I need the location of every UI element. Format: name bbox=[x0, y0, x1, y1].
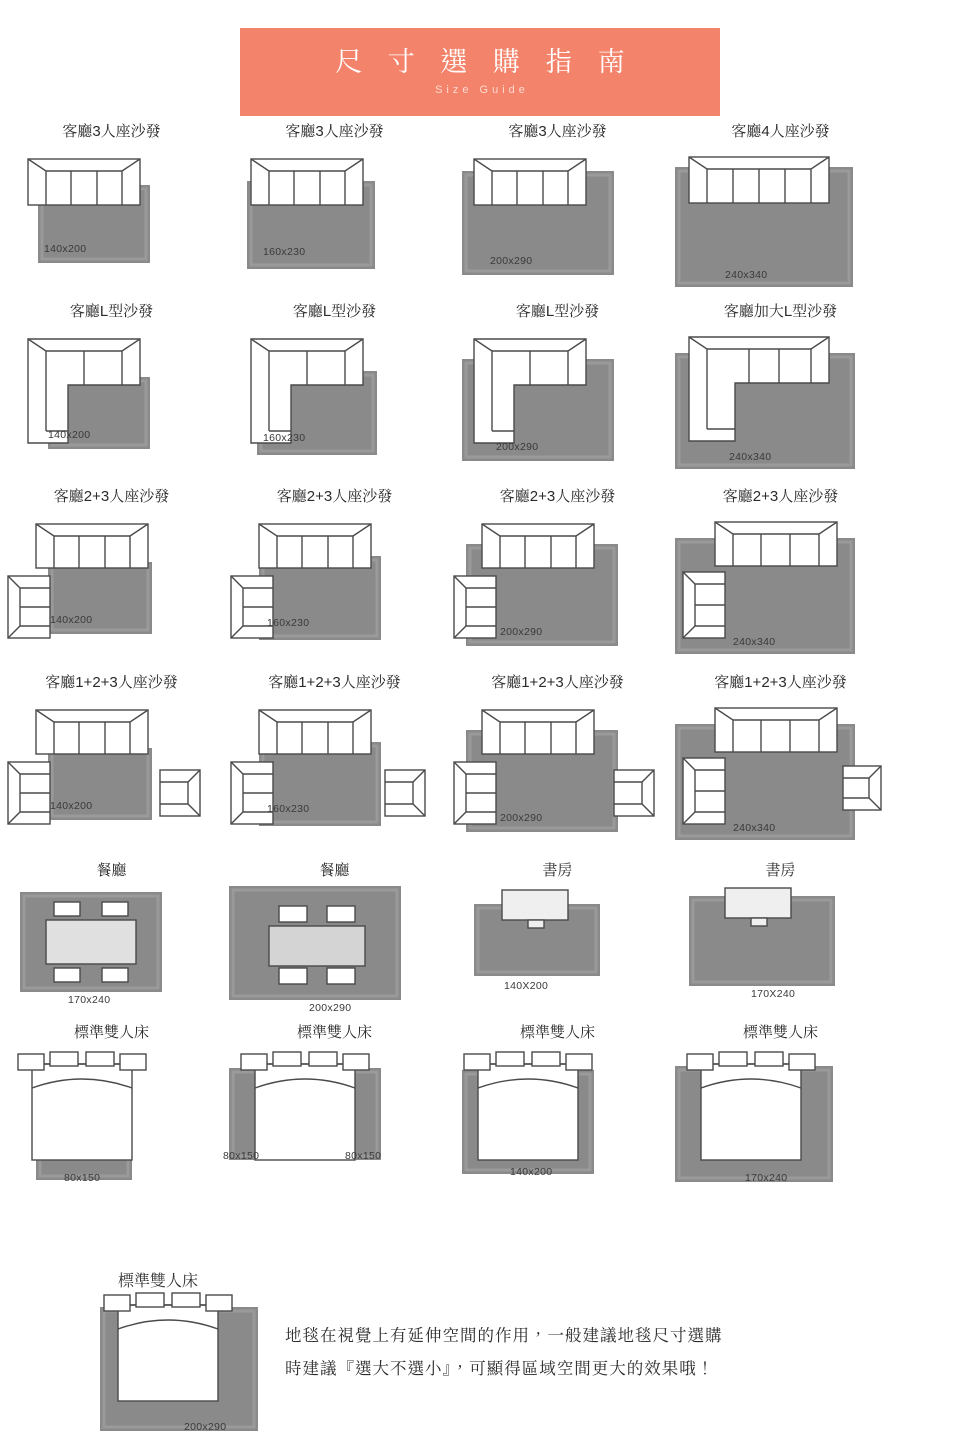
figure bbox=[675, 884, 886, 1020]
figure bbox=[6, 325, 217, 480]
cell-dining-200x290 bbox=[229, 859, 440, 1021]
figure bbox=[452, 696, 663, 854]
page-header bbox=[240, 28, 720, 116]
dimension-label: 200x290 bbox=[496, 441, 539, 453]
row-sofa-lshape bbox=[0, 300, 960, 485]
cell-1p2p3-200x290 bbox=[452, 671, 663, 859]
figure bbox=[223, 1046, 440, 1196]
cell-label: 客廳4人座沙發 bbox=[731, 123, 830, 140]
dimension-label: 200x290 bbox=[500, 812, 543, 824]
dimension-label: 140x200 bbox=[50, 800, 93, 812]
cell-sofa4-240x340 bbox=[675, 120, 886, 300]
cell-bed-80x150-pair bbox=[223, 1021, 440, 1201]
figure bbox=[452, 325, 663, 480]
dimension-label: 170x240 bbox=[68, 994, 111, 1006]
figure bbox=[229, 696, 440, 854]
footer-note-line2: 時建議『選大不選小』，可顯得區域空間更大的效果哦！ bbox=[285, 1360, 715, 1378]
row-beds bbox=[0, 1021, 960, 1201]
dimension-label-secondary: 80x150 bbox=[345, 1150, 382, 1162]
cell-1p2p3-160x230 bbox=[229, 671, 440, 859]
dimension-label: 160x230 bbox=[267, 617, 310, 629]
cell-l-160x230 bbox=[229, 300, 440, 485]
cell-sofa3-200x290 bbox=[452, 120, 663, 300]
cell-label: 標準雙人床 bbox=[118, 1273, 199, 1290]
cell-label: 客廳1+2+3人座沙發 bbox=[45, 674, 178, 691]
figure bbox=[675, 510, 886, 666]
figure bbox=[452, 145, 663, 295]
cell-1p2p3-240x340 bbox=[675, 671, 886, 859]
row-dining-study bbox=[0, 859, 960, 1021]
dimension-label: 200x290 bbox=[309, 1002, 352, 1014]
dimension-label: 240x340 bbox=[729, 451, 772, 463]
dimension-label: 140x200 bbox=[50, 614, 93, 626]
cell-2p3-200x290 bbox=[452, 485, 663, 671]
cell-label: 標準雙人床 bbox=[296, 1024, 372, 1041]
dimension-label: 140x200 bbox=[510, 1166, 553, 1178]
size-guide-grid bbox=[0, 120, 960, 1201]
cell-label: 客廳1+2+3人座沙發 bbox=[491, 674, 624, 691]
cell-label: 餐廳 bbox=[96, 862, 127, 879]
dimension-label: 200x290 bbox=[184, 1421, 227, 1433]
cell-label: 客廳3人座沙發 bbox=[62, 123, 161, 140]
cell-bed-140x200 bbox=[452, 1021, 663, 1201]
cell-study-170x240 bbox=[675, 859, 886, 1021]
cell-label: 標準雙人床 bbox=[519, 1024, 595, 1041]
cell-label: 標準雙人床 bbox=[73, 1024, 149, 1041]
cell-label: 餐廳 bbox=[319, 862, 350, 879]
cell-label: 客廳3人座沙發 bbox=[508, 123, 607, 140]
cell-2p3-140x200 bbox=[6, 485, 217, 671]
figure bbox=[6, 884, 217, 1020]
figure bbox=[6, 696, 217, 854]
figure bbox=[675, 1046, 886, 1196]
cell-label: 書房 bbox=[765, 862, 796, 879]
cell-label: 客廳加大L型沙發 bbox=[723, 303, 838, 320]
figure bbox=[229, 145, 440, 295]
dimension-label: 200x290 bbox=[490, 255, 533, 267]
cell-1p2p3-140x200 bbox=[6, 671, 217, 859]
dimension-label: 160x230 bbox=[263, 432, 306, 444]
cell-bed-80x150-single bbox=[6, 1021, 217, 1201]
cell-sofa3-160x230 bbox=[229, 120, 440, 300]
cell-label: 客廳1+2+3人座沙發 bbox=[714, 674, 847, 691]
row-sofa-2plus3 bbox=[0, 485, 960, 671]
cell-label: 客廳1+2+3人座沙發 bbox=[268, 674, 401, 691]
page-subtitle: Size Guide bbox=[435, 83, 529, 96]
dimension-label: 140x200 bbox=[44, 243, 87, 255]
cell-label: 客廳2+3人座沙發 bbox=[722, 488, 839, 505]
row-sofa-3seat bbox=[0, 120, 960, 300]
dimension-label: 200x290 bbox=[500, 626, 543, 638]
row-sofa-1plus2plus3 bbox=[0, 671, 960, 859]
footer-note bbox=[285, 1320, 915, 1386]
cell-2p3-160x230 bbox=[229, 485, 440, 671]
cell-bed-170x240 bbox=[675, 1021, 886, 1201]
dimension-label: 240x340 bbox=[733, 636, 776, 648]
dimension-label: 170X240 bbox=[751, 988, 796, 1000]
dimension-label: 160x230 bbox=[267, 803, 310, 815]
figure bbox=[229, 510, 440, 666]
cell-dining-170x240 bbox=[6, 859, 217, 1021]
dimension-label: 160x230 bbox=[263, 246, 306, 258]
dimension-label: 140X200 bbox=[504, 980, 549, 992]
page-title: 尺 寸 選 購 指 南 bbox=[335, 47, 634, 78]
footer-note-line1: 地毯在視覺上有延伸空間的作用，一般建議地毯尺寸選購 bbox=[285, 1327, 723, 1345]
figure bbox=[100, 1291, 311, 1441]
cell-label: 客廳2+3人座沙發 bbox=[276, 488, 393, 505]
cell-label: 客廳L型沙發 bbox=[292, 303, 377, 320]
dimension-label: 240x340 bbox=[733, 822, 776, 834]
figure bbox=[675, 325, 886, 480]
cell-label: 客廳3人座沙發 bbox=[285, 123, 384, 140]
figure bbox=[6, 1046, 217, 1196]
dimension-label: 80x150 bbox=[223, 1150, 260, 1162]
figure bbox=[229, 884, 440, 1020]
cell-label: 客廳L型沙發 bbox=[69, 303, 154, 320]
cell-study-140x200 bbox=[452, 859, 663, 1021]
cell-l-240x340 bbox=[675, 300, 886, 485]
cell-label: 客廳2+3人座沙發 bbox=[53, 488, 170, 505]
cell-label: 標準雙人床 bbox=[742, 1024, 818, 1041]
dimension-label: 80x150 bbox=[64, 1172, 101, 1184]
dimension-label: 240x340 bbox=[725, 269, 768, 281]
figure bbox=[452, 884, 663, 1020]
dimension-label: 140x200 bbox=[48, 429, 91, 441]
figure bbox=[6, 510, 217, 666]
cell-label: 客廳L型沙發 bbox=[515, 303, 600, 320]
cell-l-140x200 bbox=[6, 300, 217, 485]
dimension-label: 170x240 bbox=[745, 1172, 788, 1184]
figure bbox=[229, 325, 440, 480]
cell-2p3-240x340 bbox=[675, 485, 886, 671]
cell-label: 客廳2+3人座沙發 bbox=[499, 488, 616, 505]
cell-l-200x290 bbox=[452, 300, 663, 485]
figure bbox=[452, 1046, 663, 1196]
figure bbox=[675, 145, 886, 295]
figure bbox=[6, 145, 217, 295]
cell-label: 書房 bbox=[542, 862, 573, 879]
cell-sofa3-140x200 bbox=[6, 120, 217, 300]
figure bbox=[452, 510, 663, 666]
figure bbox=[675, 696, 886, 854]
